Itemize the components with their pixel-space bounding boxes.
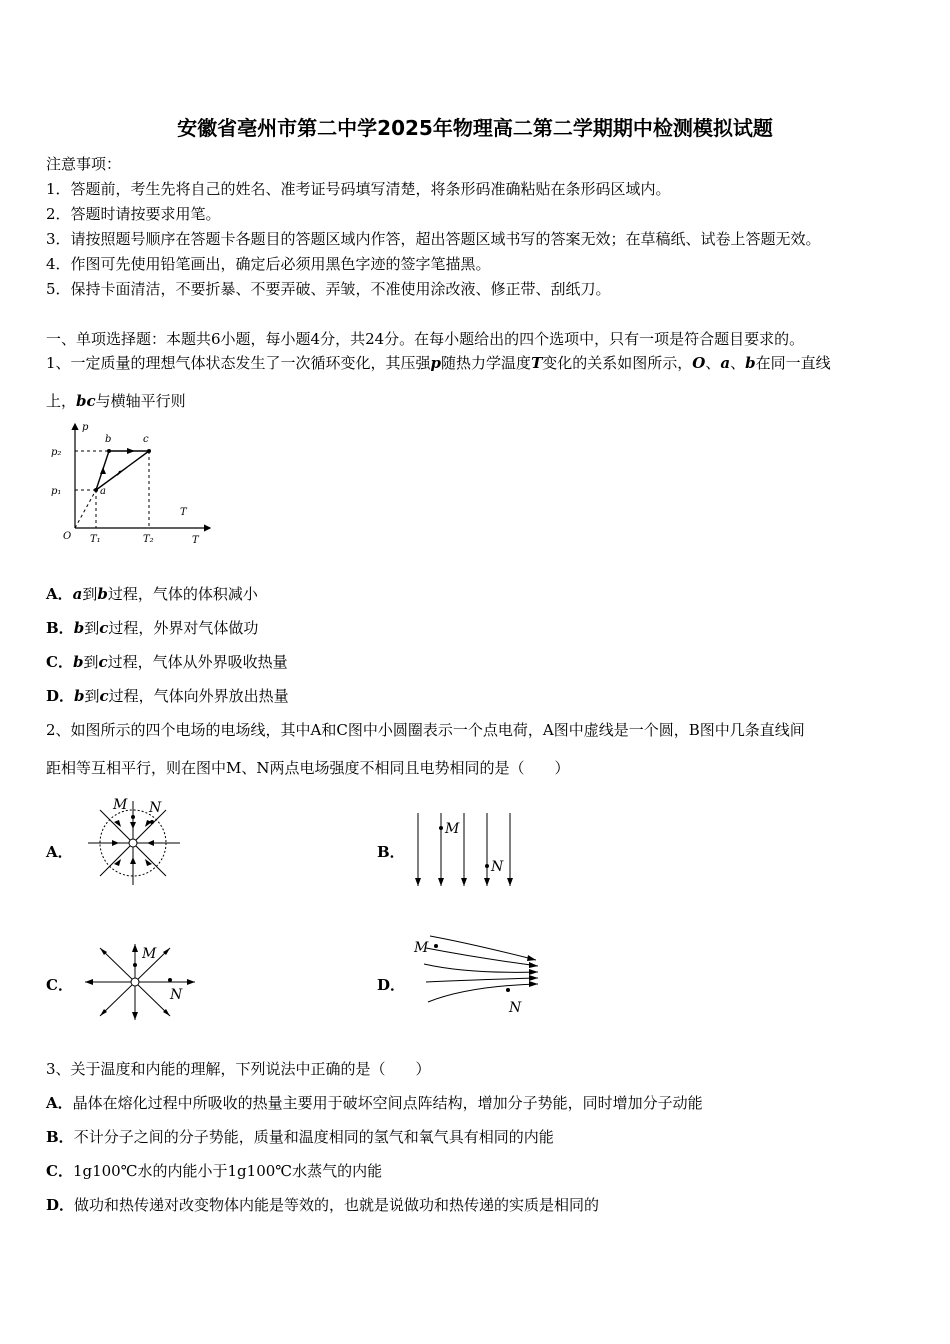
- graph-point-c-label: c: [143, 434, 149, 445]
- graph-T2-label: T₂: [143, 534, 154, 545]
- fig-d-N-label: N: [509, 1000, 522, 1016]
- q1-option-b: B．b到c过程，外界对气体做功: [46, 619, 259, 637]
- q1-pt-graph: [44, 418, 219, 550]
- fig-b-M-label: M: [445, 821, 460, 837]
- fig-b-N-label: N: [491, 859, 504, 875]
- q2-stem-line2: 距相等互相平行，则在图中M、N两点电场强度不相同且电势相同的是（ ）: [46, 759, 570, 777]
- notice-item-4: 4．作图可先使用铅笔画出，确定后必须用黑色字迹的签字笔描黑。: [46, 255, 491, 273]
- section-heading: 一、单项选择题：本题共6小题，每小题4分，共24分。在每小题给出的四个选项中，只有一项是符合题目要求的。: [46, 330, 805, 348]
- graph-extra-T-label: T: [180, 507, 187, 518]
- q3-option-c: C．1g100℃水的内能小于1g100℃水蒸气的内能: [46, 1162, 383, 1180]
- q2-figure-a: [80, 795, 190, 890]
- q3-option-b: B．不计分子之间的分子势能，质量和温度相同的氢气和氧气具有相同的内能: [46, 1128, 554, 1146]
- page-title: 安徽省亳州市第二中学2025年物理高二第二学期期中检测模拟试题: [177, 116, 773, 140]
- fig-c-N-label: N: [170, 987, 183, 1003]
- graph-p2-label: p₂: [51, 447, 62, 458]
- q2-figure-d: [408, 930, 548, 1022]
- fig-d-M-label: M: [414, 940, 429, 956]
- q2-figure-b: [408, 808, 523, 893]
- graph-p1-label: p₁: [51, 486, 62, 497]
- q3-option-d: D．做功和热传递对改变物体内能是等效的，也就是说做功和热传递的实质是相同的: [46, 1196, 600, 1214]
- q1-option-c: C．b到c过程，气体从外界吸收热量: [46, 653, 288, 671]
- q1-stem-line1: 1、一定质量的理想气体状态发生了一次循环变化，其压强p随热力学温度T变化的关系如图所示，O、a、b在同一直线: [46, 354, 831, 372]
- fig-c-M-label: M: [142, 946, 157, 962]
- notice-item-5: 5．保持卡面清洁，不要折暴、不要弄破、弄皱，不准使用涂改液、修正带、刮纸刀。: [46, 280, 611, 298]
- notice-heading: 注意事项：: [46, 155, 122, 173]
- graph-point-b-label: b: [105, 434, 112, 445]
- graph-T1-label: T₁: [90, 534, 101, 545]
- notice-item-1: 1．答题前，考生先将自己的姓名、准考证号码填写清楚，将条形码准确粘贴在条形码区域内。: [46, 180, 671, 198]
- q2-stem-line1: 2、如图所示的四个电场的电场线，其中A和C图中小圆圈表示一个点电荷，A图中虚线是一个圆，B图中几条直线间: [46, 721, 805, 739]
- q2-option-c-label: C．: [46, 976, 73, 994]
- q3-option-a: A．晶体在熔化过程中所吸收的热量主要用于破坏空间点阵结构，增加分子势能，同时增加分子动能: [46, 1094, 703, 1112]
- q1-option-a: A．a到b过程，气体的体积减小: [46, 585, 258, 603]
- notice-item-3: 3．请按照题号顺序在答题卡各题目的答题区域内作答，超出答题区域书写的答案无效；在草稿纸、试卷上答题无效。: [46, 230, 821, 248]
- graph-origin-label: O: [63, 531, 72, 542]
- q3-stem: 3、关于温度和内能的理解，下列说法中正确的是（ ）: [46, 1060, 431, 1078]
- fig-a-N-label: N: [149, 800, 162, 816]
- q2-figure-c: [80, 940, 200, 1025]
- graph-point-a-label: a: [100, 486, 106, 497]
- q2-option-d-label: D．: [377, 976, 406, 994]
- graph-y-axis-label: p: [82, 422, 89, 433]
- q1-option-d: D．b到c过程，气体向外界放出热量: [46, 687, 289, 705]
- fig-a-M-label: M: [113, 797, 128, 813]
- notice-item-2: 2．答题时请按要求用笔。: [46, 205, 221, 223]
- q2-option-a-label: A．: [46, 843, 73, 861]
- q1-stem-line2: 上，bc与横轴平行则: [46, 392, 186, 410]
- graph-x-axis-label: T: [192, 535, 199, 546]
- q2-option-b-label: B．: [377, 843, 405, 861]
